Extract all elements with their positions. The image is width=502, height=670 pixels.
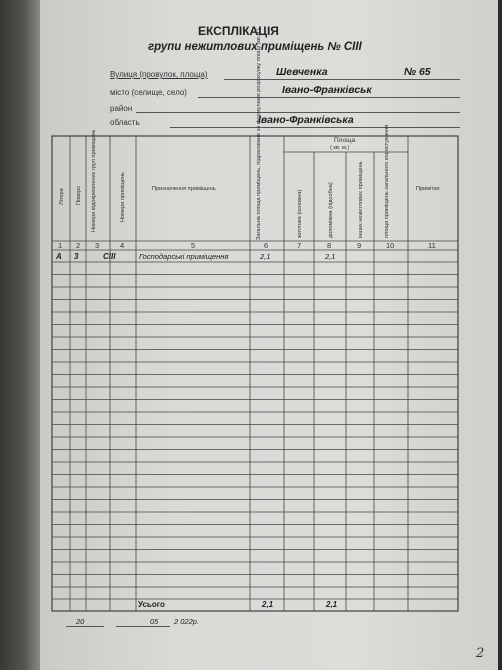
header-area-unit: ( кв. м.): [330, 145, 350, 151]
date-day: 20: [76, 617, 85, 626]
row1-litera: А: [56, 252, 62, 261]
city-value: Івано-Франківськ: [282, 84, 372, 96]
row1-aux: 2,1: [325, 252, 336, 261]
colnum-4: 4: [120, 241, 125, 250]
colnum-2: 2: [76, 241, 81, 250]
header-common: площа приміщень загального користування: [384, 124, 390, 238]
district-label: район: [110, 104, 133, 113]
colnum-10: 10: [386, 241, 395, 250]
header-living: житлова (основна): [297, 189, 303, 238]
colnum-6: 6: [264, 241, 269, 250]
colnum-3: 3: [95, 241, 100, 250]
header-litera: Літера: [59, 188, 65, 205]
header-purpose: Призначення приміщень: [152, 186, 216, 192]
row1-total: 2,1: [260, 252, 271, 261]
street-value: Шевченка: [276, 66, 328, 78]
total-aux: 2,1: [326, 600, 338, 609]
colnum-5: 5: [191, 241, 196, 250]
house-number: № 65: [404, 66, 431, 78]
table-border: [52, 136, 458, 611]
document-subtitle: групи нежитлових приміщень № СІІІ: [148, 41, 362, 53]
document-title: ЕКСПЛІКАЦІЯ: [198, 24, 279, 38]
total-area: 2,1: [262, 600, 274, 609]
colnum-1: 1: [58, 241, 63, 250]
header-group-no: Номери відокремлених груп приміщень: [91, 129, 97, 232]
header-storey: Поверх: [76, 186, 82, 205]
row1-storey: 3: [74, 252, 79, 261]
header-total-area: Загальна площа приміщень, підраховане за формулами розрахунку площі (кв.м.): [256, 28, 262, 240]
header-nonliving: інших нежитлових приміщень: [358, 161, 364, 238]
table-row-lines: [52, 262, 458, 587]
row1-group: СІІІ: [103, 252, 116, 261]
header-area-group: Площа: [334, 137, 356, 144]
date-day-line: [66, 626, 104, 627]
city-label: місто (селище, село): [110, 88, 187, 97]
date-month-line: [116, 626, 170, 627]
colnum-11: 11: [428, 241, 436, 250]
date-month: 05: [150, 617, 159, 626]
region-value: Івано-Франківська: [258, 114, 354, 126]
street-label: Вулиця (провулок, площа): [110, 70, 208, 79]
region-label: область: [110, 118, 140, 127]
header-notes: Примітки: [416, 186, 440, 192]
header-room-no: Номери приміщень: [120, 172, 126, 222]
row1-purpose: Господарські приміщення: [139, 252, 229, 261]
total-label: Усього: [138, 600, 165, 609]
colnum-8: 8: [327, 241, 332, 250]
colnum-9: 9: [357, 241, 362, 250]
colnum-7: 7: [297, 241, 302, 250]
header-auxiliary: допоміжна (підсобна): [328, 182, 334, 238]
page-number: 2: [476, 646, 485, 661]
date-year: 2 022р.: [174, 617, 200, 626]
